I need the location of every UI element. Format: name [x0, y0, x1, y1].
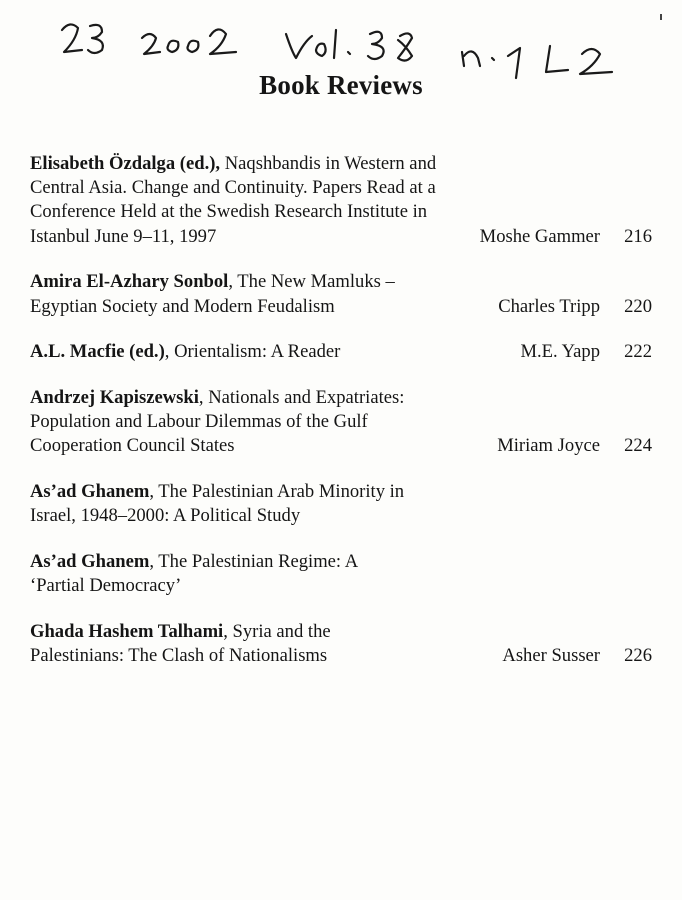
- book-author: Amira El-Azhary Sonbol: [30, 271, 229, 293]
- review-entry: [30, 550, 660, 598]
- review-entry: [30, 620, 660, 668]
- page-number: 222: [624, 341, 652, 363]
- reviewer-name: Miriam Joyce: [497, 435, 600, 457]
- book-title: , Orientalism: A Reader: [164, 341, 341, 363]
- review-entry: [30, 270, 660, 318]
- book-title: , The Palestinian Arab Minority in Israel, 1948–2000: A Political Study: [30, 481, 405, 527]
- book-author: Andrzej Kapiszewski: [30, 386, 199, 408]
- review-list: [30, 152, 660, 690]
- book-author: As’ad Ghanem: [30, 481, 150, 503]
- scan-mark: [660, 14, 662, 20]
- page-number: 224: [624, 435, 652, 457]
- book-title: , The Palestinian Regime: A ‘Partial Democracy’: [30, 550, 358, 597]
- review-entry: [30, 152, 660, 249]
- page-title: Book Reviews: [259, 70, 423, 100]
- book-author: Ghada Hashem Talhami: [30, 620, 224, 642]
- review-entry: [30, 386, 660, 459]
- reviewer-name: Charles Tripp: [498, 295, 600, 317]
- review-entry: [30, 480, 660, 528]
- book-title: , Nationals and Expatriates: Population and Labour Dilemmas of the Gulf Cooperation Council States: [30, 386, 405, 457]
- book-author: A.L. Macfie (ed.): [30, 341, 165, 363]
- book-author: As’ad Ghanem: [30, 550, 150, 572]
- review-entry: [30, 340, 660, 364]
- page-number: 226: [624, 645, 652, 667]
- page-number: 216: [624, 225, 652, 247]
- book-title: , Syria and the Palestinians: The Clash of Nationalisms: [30, 620, 331, 667]
- book-title: , The New Mamluks – Egyptian Society and Modern Feudalism: [30, 271, 395, 317]
- book-author: Elisabeth Özdalga (ed.),: [30, 153, 221, 174]
- book-title: Naqshbandis in Western and Central Asia. Change and Continuity. Papers Read at a Conference Held at the Swedish Research Institute in Istanbul June 9–11, 1997: [30, 153, 437, 247]
- reviewer-name: Asher Susser: [502, 645, 600, 667]
- page-number: 220: [624, 295, 652, 317]
- reviewer-name: M.E. Yapp: [520, 341, 600, 363]
- reviewer-name: Moshe Gammer: [479, 225, 600, 247]
